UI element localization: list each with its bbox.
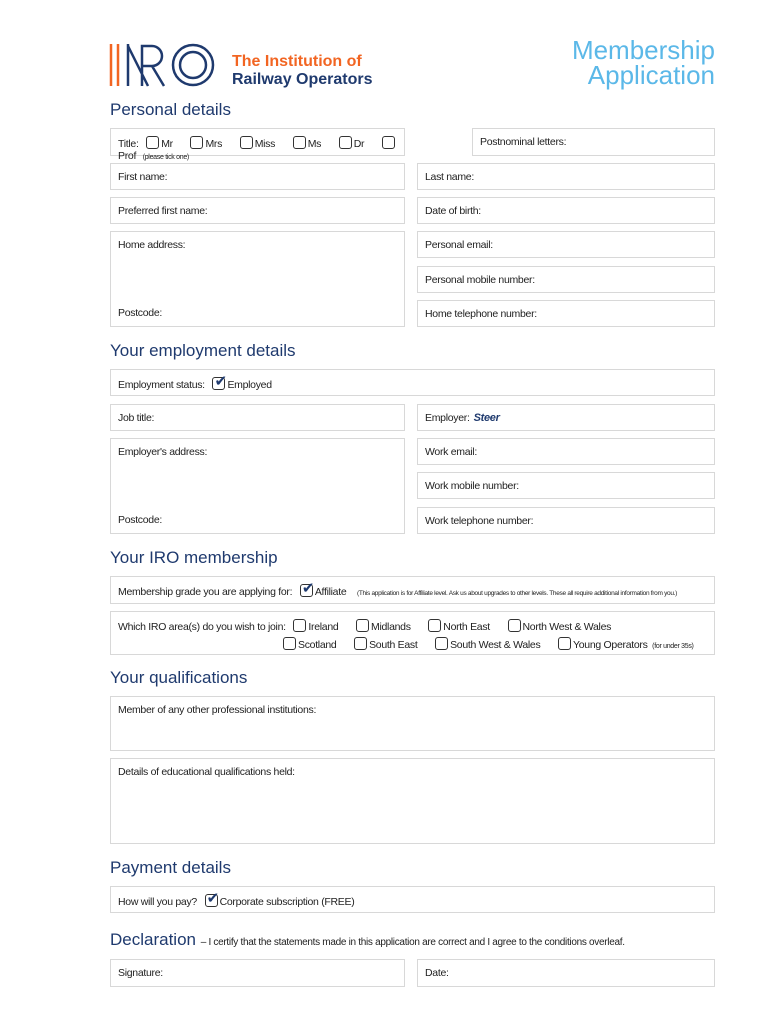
field-label: Home telephone number: bbox=[425, 308, 537, 320]
form-title-line2: Application bbox=[587, 60, 715, 90]
checkbox-mr[interactable] bbox=[146, 136, 159, 149]
form-title-line1: Membership bbox=[571, 35, 715, 65]
field-label: Date of birth: bbox=[425, 205, 481, 217]
field-label: Work mobile number: bbox=[425, 480, 519, 492]
young-note: (for under 35s) bbox=[652, 643, 694, 650]
postcode-label: Postcode: bbox=[118, 514, 162, 526]
field-label: Membership grade you are applying for: bbox=[118, 586, 293, 598]
option-label: North East bbox=[443, 621, 490, 633]
dob-field[interactable] bbox=[417, 197, 715, 224]
payment-field bbox=[110, 886, 715, 913]
grade-note: (This application is for Affiliate level. Ask us about upgrades to other levels. These all require additional information from you.) bbox=[357, 590, 678, 597]
personal-mobile-field[interactable] bbox=[417, 266, 715, 293]
section-heading-qualifications: Your qualifications bbox=[110, 668, 248, 687]
iro-areas-field bbox=[110, 611, 715, 655]
org-name-line1: The Institution of bbox=[232, 53, 362, 70]
checkbox-midlands[interactable] bbox=[356, 619, 369, 632]
section-heading-membership: Your IRO membership bbox=[110, 548, 278, 567]
checkbox-mrs[interactable] bbox=[190, 136, 203, 149]
option-label: Ms bbox=[307, 138, 322, 150]
option-label: Mr bbox=[161, 138, 173, 150]
title-field bbox=[110, 128, 405, 162]
postcode-label: Postcode: bbox=[118, 307, 162, 319]
field-label: Date: bbox=[425, 967, 449, 979]
field-label: Last name: bbox=[425, 171, 474, 183]
field-label: Personal email: bbox=[425, 239, 493, 251]
home-address-field[interactable] bbox=[110, 231, 405, 327]
org-name-line2: Railway Operators bbox=[232, 71, 373, 88]
checkbox-ireland[interactable] bbox=[293, 619, 306, 632]
checkbox-corporate-subscription[interactable] bbox=[205, 894, 218, 907]
option-label: North West & Wales bbox=[522, 621, 612, 633]
checkbox-miss[interactable] bbox=[240, 136, 253, 149]
professional-institutions-field[interactable] bbox=[110, 696, 715, 751]
field-label: Home address: bbox=[118, 239, 186, 251]
checkbox-north-east[interactable] bbox=[428, 619, 441, 632]
field-label: Work telephone number: bbox=[425, 515, 534, 527]
field-label: Member of any other professional institutions: bbox=[118, 704, 317, 716]
personal-email-field[interactable] bbox=[417, 231, 715, 258]
work-email-field[interactable] bbox=[417, 438, 715, 465]
option-label: Corporate subscription (FREE) bbox=[219, 896, 355, 908]
work-telephone-field[interactable] bbox=[417, 507, 715, 534]
signature-field[interactable] bbox=[110, 959, 405, 987]
option-label: Young Operators bbox=[573, 639, 648, 651]
org-name bbox=[232, 53, 373, 89]
option-label: Affiliate bbox=[314, 586, 347, 598]
option-label: Dr bbox=[353, 138, 365, 150]
form-title bbox=[571, 35, 715, 90]
option-label: Scotland bbox=[298, 639, 337, 651]
option-label: Ireland bbox=[308, 621, 339, 633]
job-title-field[interactable] bbox=[110, 404, 405, 431]
option-label: Prof bbox=[118, 150, 137, 162]
field-label: Work email: bbox=[425, 446, 477, 458]
checkbox-employed[interactable] bbox=[212, 377, 225, 390]
declaration-title: Declaration bbox=[110, 930, 196, 949]
date-field[interactable] bbox=[417, 959, 715, 987]
employer-value: Steer bbox=[473, 412, 500, 424]
field-label: Job title: bbox=[118, 412, 155, 424]
preferred-name-field[interactable] bbox=[110, 197, 405, 224]
checkbox-young-operators[interactable] bbox=[558, 637, 571, 650]
checkbox-affiliate[interactable] bbox=[300, 584, 313, 597]
field-label: Postnominal letters: bbox=[480, 136, 567, 148]
employer-address-field[interactable] bbox=[110, 438, 405, 534]
tick-note: (please tick one) bbox=[142, 154, 189, 161]
home-telephone-field[interactable] bbox=[417, 300, 715, 327]
field-label: Employer's address: bbox=[118, 446, 208, 458]
option-label: South West & Wales bbox=[450, 639, 541, 651]
option-label: Midlands bbox=[371, 621, 411, 633]
checkbox-north-west-wales[interactable] bbox=[508, 619, 521, 632]
field-label: Details of educational qualifications held: bbox=[118, 766, 295, 778]
option-label: South East bbox=[369, 639, 418, 651]
checkbox-south-west-wales[interactable] bbox=[435, 637, 448, 650]
option-label: Mrs bbox=[205, 138, 223, 150]
option-label: Miss bbox=[254, 138, 276, 150]
section-heading-employment: Your employment details bbox=[110, 341, 296, 360]
section-heading-payment: Payment details bbox=[110, 858, 231, 877]
employment-status-field bbox=[110, 369, 715, 396]
title-label: Title: bbox=[118, 138, 139, 150]
educational-qualifications-field[interactable] bbox=[110, 758, 715, 844]
last-name-field[interactable] bbox=[417, 163, 715, 190]
checkbox-prof[interactable] bbox=[382, 136, 395, 149]
field-label: Preferred first name: bbox=[118, 205, 208, 217]
postnominal-field[interactable] bbox=[472, 128, 715, 156]
section-heading-personal: Personal details bbox=[110, 100, 231, 119]
field-label: Employer: bbox=[425, 412, 470, 424]
iro-logo bbox=[108, 42, 218, 88]
option-label: Employed bbox=[227, 379, 272, 391]
field-label: First name: bbox=[118, 171, 168, 183]
field-label: Signature: bbox=[118, 967, 163, 979]
declaration-text: – I certify that the statements made in this application are correct and I agree to the conditions overleaf. bbox=[200, 937, 625, 948]
checkbox-dr[interactable] bbox=[339, 136, 352, 149]
section-heading-declaration bbox=[110, 930, 625, 950]
field-label: Personal mobile number: bbox=[425, 274, 535, 286]
membership-grade-field bbox=[110, 576, 715, 604]
first-name-field[interactable] bbox=[110, 163, 405, 190]
field-label: Employment status: bbox=[118, 379, 205, 391]
field-label: How will you pay? bbox=[118, 896, 197, 908]
employer-field[interactable] bbox=[417, 404, 715, 431]
checkbox-south-east[interactable] bbox=[354, 637, 367, 650]
checkbox-ms[interactable] bbox=[293, 136, 306, 149]
work-mobile-field[interactable] bbox=[417, 472, 715, 499]
checkbox-scotland[interactable] bbox=[283, 637, 296, 650]
field-label: Which IRO area(s) do you wish to join: bbox=[118, 621, 286, 633]
